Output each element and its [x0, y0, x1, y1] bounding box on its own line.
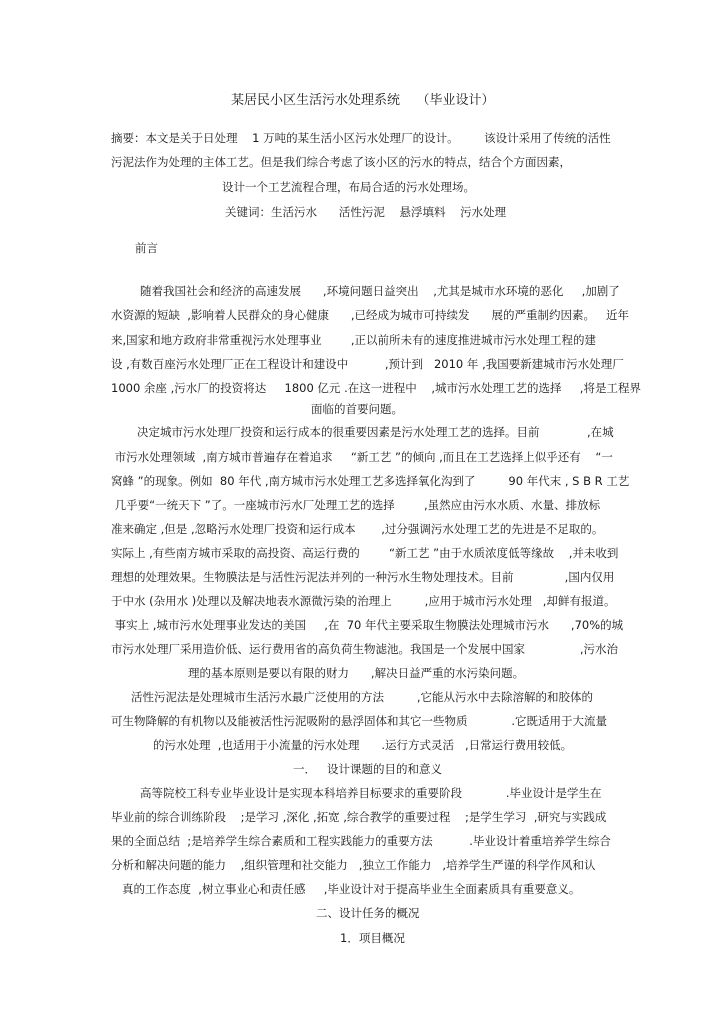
- section-line: 果的全面总结 ;是培养学生综合素质和工程实践能力的重要方法 .毕业设计着重培养学生综合: [111, 834, 611, 848]
- preface-line: 理的基本原则是要以有限的财力 ,解决日益严重的水污染问题。: [188, 666, 525, 680]
- preface-line: 决定城市污水处理厂投资和运行成本的很重要因素是污水处理工艺的选择。目前 ,在城: [137, 425, 614, 439]
- section-heading: 一． 设计课题的目的和意义: [293, 762, 442, 776]
- preface-line: 事实上 ,城市污水处理事业发达的美国 ,在 70 年代主要采取生物膜法处理城市污水 ,70%的城: [111, 618, 624, 632]
- section-heading: 二、设计任务的概况: [316, 906, 420, 920]
- preface-heading: 前言: [135, 241, 158, 255]
- preface-line: 来,国家和地方政府非常重视污水处理事业 ,正以前所未有的速度推进城市污水处理工程的建: [111, 333, 597, 347]
- preface-line: 活性污泥法是处理城市生活污水最广泛使用的方法 ,它能从污水中去除溶解的和胶体的: [131, 690, 594, 704]
- preface-line: 随着我国社会和经济的高速发展 ,环境问题日益突出 ,尤其是城市水环境的恶化 ,加剧了: [140, 284, 620, 298]
- preface-line: 的污水处理 ,也适用于小流量的污水处理 .运行方式灵活 ,日常运行费用较低。: [153, 738, 573, 752]
- keywords-line: 关键词：生活污水 活性污泥 悬浮填料 污水处理: [225, 205, 507, 219]
- section-line: 高等院校工科专业毕业设计是实现本科培养目标要求的重要阶段 .毕业设计是学生在: [140, 786, 602, 800]
- preface-line: 面临的首要问题。: [311, 402, 403, 416]
- preface-line: 窝蜂 ”的现象。例如 80 年代 ,南方城市污水处理工艺多选择氧化沟到了 90 年代末 , S B R 工艺: [111, 474, 630, 488]
- abstract-line: 摘要：本文是关于日处理 1 万吨的某生活小区污水处理厂的设计。 该设计采用了传统的活性: [111, 131, 611, 145]
- section-line: 毕业前的综合训练阶段 ;是学习 ,深化 ,拓宽 ,综合教学的重要过程 ;是学生学习 ,研究与实践成: [111, 810, 607, 824]
- subsection-heading: 1．项目概况: [340, 931, 405, 945]
- preface-line: 实际上 ,有些南方城市采取的高投资、高运行费的 “新工艺 ”由于水质浓度低等缘故 ,并未收到: [111, 546, 619, 560]
- preface-line: 于中水 (杂用水 )处理以及解决地表水源微污染的治理上 ,应用于城市污水处理 ,却鲜有报道。: [111, 594, 616, 608]
- document-title: 某居民小区生活污水处理系统 （毕业设计）: [231, 93, 495, 108]
- preface-line: 可生物降解的有机物以及能被活性污泥吸附的悬浮固体和其它一些物质 .它既适用于大流量: [111, 714, 608, 728]
- section-line: 分析和解决问题的能力 ,组织管理和社交能力 ,独立工作能力 ,培养学生严谨的科学作风和认: [111, 858, 596, 872]
- abstract-line: 污泥法作为处理的主体工艺。但是我们综合考虑了该小区的污水的特点，结合个方面因素，: [111, 155, 571, 169]
- preface-line: 市污水处理领域 ,南方城市普遍存在着追求 “新工艺 ”的倾向 ,而且在工艺选择上似乎还有 “一: [111, 450, 613, 464]
- section-line: 真的工作态度 ,树立事业心和责任感 ,毕业设计对于提高毕业生全面素质具有重要意义。: [122, 882, 581, 896]
- abstract-line: 设计一个工艺流程合理，布局合适的污水处理场。: [222, 180, 475, 194]
- preface-line: 1000 余座 ,污水厂的投资将达 1800 亿元 .在这一进程中 ,城市污水处理工艺的选择 ,将是工程界: [111, 381, 641, 395]
- preface-line: 水资源的短缺 ,影响着人民群众的身心健康 ,已经成为城市可持续发 展的严重制约因素。 近年: [111, 308, 629, 322]
- preface-line: 几乎要“一统天下 ”了。一座城市污水厂处理工艺的选择 ,虽然应由污水水质、水量、排放标: [111, 498, 601, 512]
- preface-line: 理想的处理效果。生物膜法是与活性污泥法并列的一种污水生物处理技术。目前 ,国内仅用: [111, 570, 615, 584]
- preface-line: 设 ,有数百座污水处理厂正在工程设计和建设中 ,预计到 2010 年 ,我国要新建城市污水处理厂: [111, 357, 624, 371]
- preface-line: 准来确定 ,但是 ,忽略污水处理厂投资和运行成本 ,过分强调污水处理工艺的先进是不足取的。: [111, 522, 604, 536]
- preface-line: 市污水处理厂采用造价低、运行费用省的高负荷生物滤池。我国是一个发展中国家 ,污水治: [111, 642, 618, 656]
